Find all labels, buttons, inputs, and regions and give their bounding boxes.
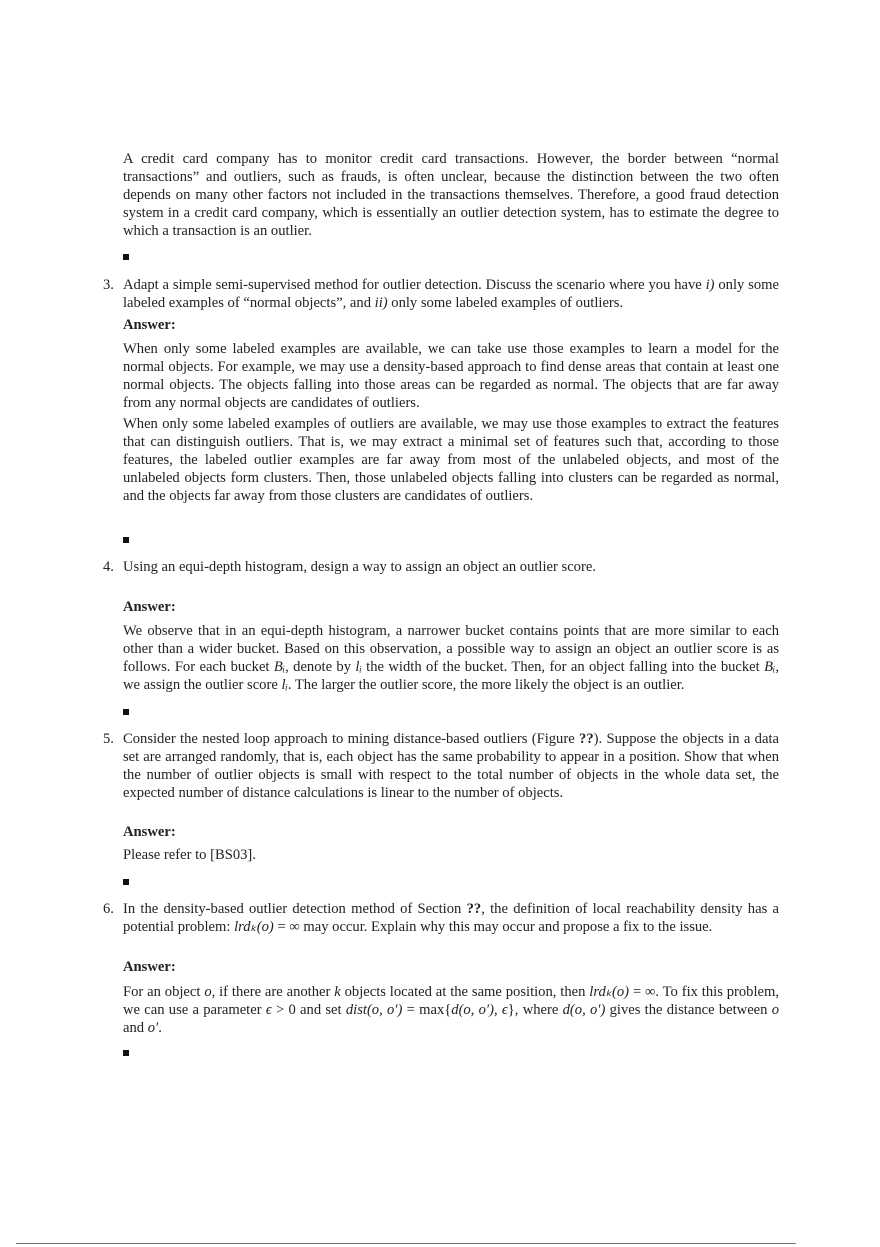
text-segment: and	[123, 1019, 148, 1036]
text-segment: , we assign the outlier score	[123, 658, 779, 693]
qed-square	[123, 537, 129, 543]
text-segment: ,	[493, 1001, 502, 1018]
text-segment: Using an equi-depth histogram, design a way to assign an object an outlier score.	[123, 559, 596, 575]
math-text: Bᵢ	[273, 658, 286, 675]
math-text: dist(o, o′)	[345, 1001, 403, 1018]
question-4	[103, 559, 779, 577]
answer-6-paragraph	[123, 984, 779, 1038]
answer-label: Answer:	[123, 959, 176, 975]
text-segment: For an object	[123, 984, 205, 1000]
text-segment: > 0 and set	[271, 1001, 346, 1018]
item-number: 5.	[103, 731, 114, 747]
qed-square	[123, 1050, 129, 1056]
answer-label: Answer:	[123, 599, 176, 615]
qed-square	[123, 709, 129, 715]
text-segment: Consider the nested loop approach to mining distance-based outliers (Figure	[123, 731, 580, 747]
text-segment: Adapt a simple semi-supervised method for outlier detection. Discuss the scenario where you have	[123, 277, 706, 293]
math-text: lrdₖ(o)	[234, 918, 274, 935]
item-number: 6.	[103, 901, 114, 917]
math-text: ϵ	[265, 1001, 272, 1018]
math-text: i)	[705, 277, 715, 293]
text-segment: .	[158, 1019, 162, 1036]
math-text: d(o, o′)	[451, 1001, 494, 1018]
footer-rule	[16, 1243, 796, 1244]
math-text: d(o, o′)	[562, 1001, 606, 1018]
math-text: Bᵢ	[764, 658, 776, 675]
text-segment: objects located at the same position, then	[340, 984, 590, 1000]
answer-3-paragraph-1	[123, 341, 779, 413]
text-segment: In the density-based outlier detection method of Section	[123, 901, 467, 917]
answer-5-paragraph	[123, 847, 779, 865]
question-3	[103, 277, 779, 313]
text-segment: , if there are another	[211, 984, 335, 1000]
text-segment: , the definition of local reachability density has a potential problem:	[123, 901, 779, 935]
text-segment: When only some labeled examples are available, we can take use those examples to learn a model for the normal objects. For example, we may use a density-based approach to find dense areas that contain at least one normal objects. The objects falling into those areas can be regarded as normal. The objects that are far away from any normal objects are candidates of outliers.	[123, 341, 779, 411]
item-number: 4.	[103, 559, 114, 575]
qed-square	[123, 879, 129, 885]
answer-label: Answer:	[123, 824, 176, 840]
text-segment: ). Suppose the objects in a data set are arranged randomly, that is, each object has the same probability to appear in a position. Show that when the number of outlier objects is small with respect to the total number of objects in the whole data set, the expected number of distance calculations is linear to the number of objects.	[123, 731, 779, 801]
text-segment: the width of the bucket. Then, for an object falling into the bucket	[361, 658, 765, 675]
answer-4-paragraph	[123, 623, 779, 695]
text-segment: , denote by	[285, 658, 356, 675]
intro-paragraph	[123, 151, 779, 241]
question-6	[103, 901, 779, 937]
text-segment: When only some labeled examples of outliers are available, we may use those examples to extract the features that can distinguish outliers. That is, we may extract a minimal set of features such that, according to those features, the labeled outlier examples are far away from most of the unlabeled objects, and most of the unlabeled objects form clusters. Then, those unlabeled objects falling into clusters can be regarded as normal, and the objects far away from those clusters are candidates of outliers.	[123, 416, 779, 504]
text-segment: A credit card company has to monitor credit card transactions. However, the border between “normal transactions” and outliers, such as frauds, is often unclear, because the distinction between the two often depends on many other factors not included in the transactions themselves. Therefore, a good fraud detection system in a credit card company, which is essentially an outlier detection system, has to estimate the degree to which a transaction is an outlier.	[123, 151, 779, 239]
text-segment: = ∞ may occur. Explain why this may occur and propose a fix to the issue.	[273, 918, 713, 935]
text-segment: ??	[579, 731, 594, 747]
item-number: 3.	[103, 277, 114, 293]
math-text: ϵ	[501, 1001, 508, 1018]
text-segment: only some labeled examples of outliers.	[387, 294, 624, 311]
text-segment: . The larger the outlier score, the more likely the object is an outlier.	[287, 676, 685, 693]
math-text: k	[334, 984, 341, 1000]
math-text: lᵢ	[281, 676, 288, 693]
text-segment: }, where	[507, 1001, 563, 1018]
text-segment: gives the distance between	[605, 1001, 772, 1018]
text-segment: = ∞. To fix this problem, we can use a parameter	[123, 984, 780, 1018]
qed-square	[123, 254, 129, 260]
math-text: o	[204, 984, 212, 1000]
answer-3-paragraph-2	[123, 416, 779, 506]
text-segment: only some labeled examples of “normal objects”, and	[123, 277, 779, 311]
answer-label: Answer:	[123, 317, 176, 333]
math-text: lᵢ	[355, 658, 362, 675]
math-text: ii)	[374, 294, 388, 311]
math-text: o′	[147, 1019, 159, 1036]
text-segment: = max{	[402, 1001, 452, 1018]
text-segment: Please refer to [BS03].	[123, 847, 256, 863]
math-text: o	[771, 1001, 780, 1018]
math-text: lrdₖ(o)	[589, 984, 630, 1000]
text-segment: ??	[466, 901, 482, 917]
text-segment: We observe that in an equi-depth histogram, a narrower bucket contains points that are more similar to each other than a wider bucket. Based on this observation, a possible way to assign an object an outlier score is as follows. For each bucket	[123, 623, 779, 675]
question-5	[103, 731, 779, 803]
